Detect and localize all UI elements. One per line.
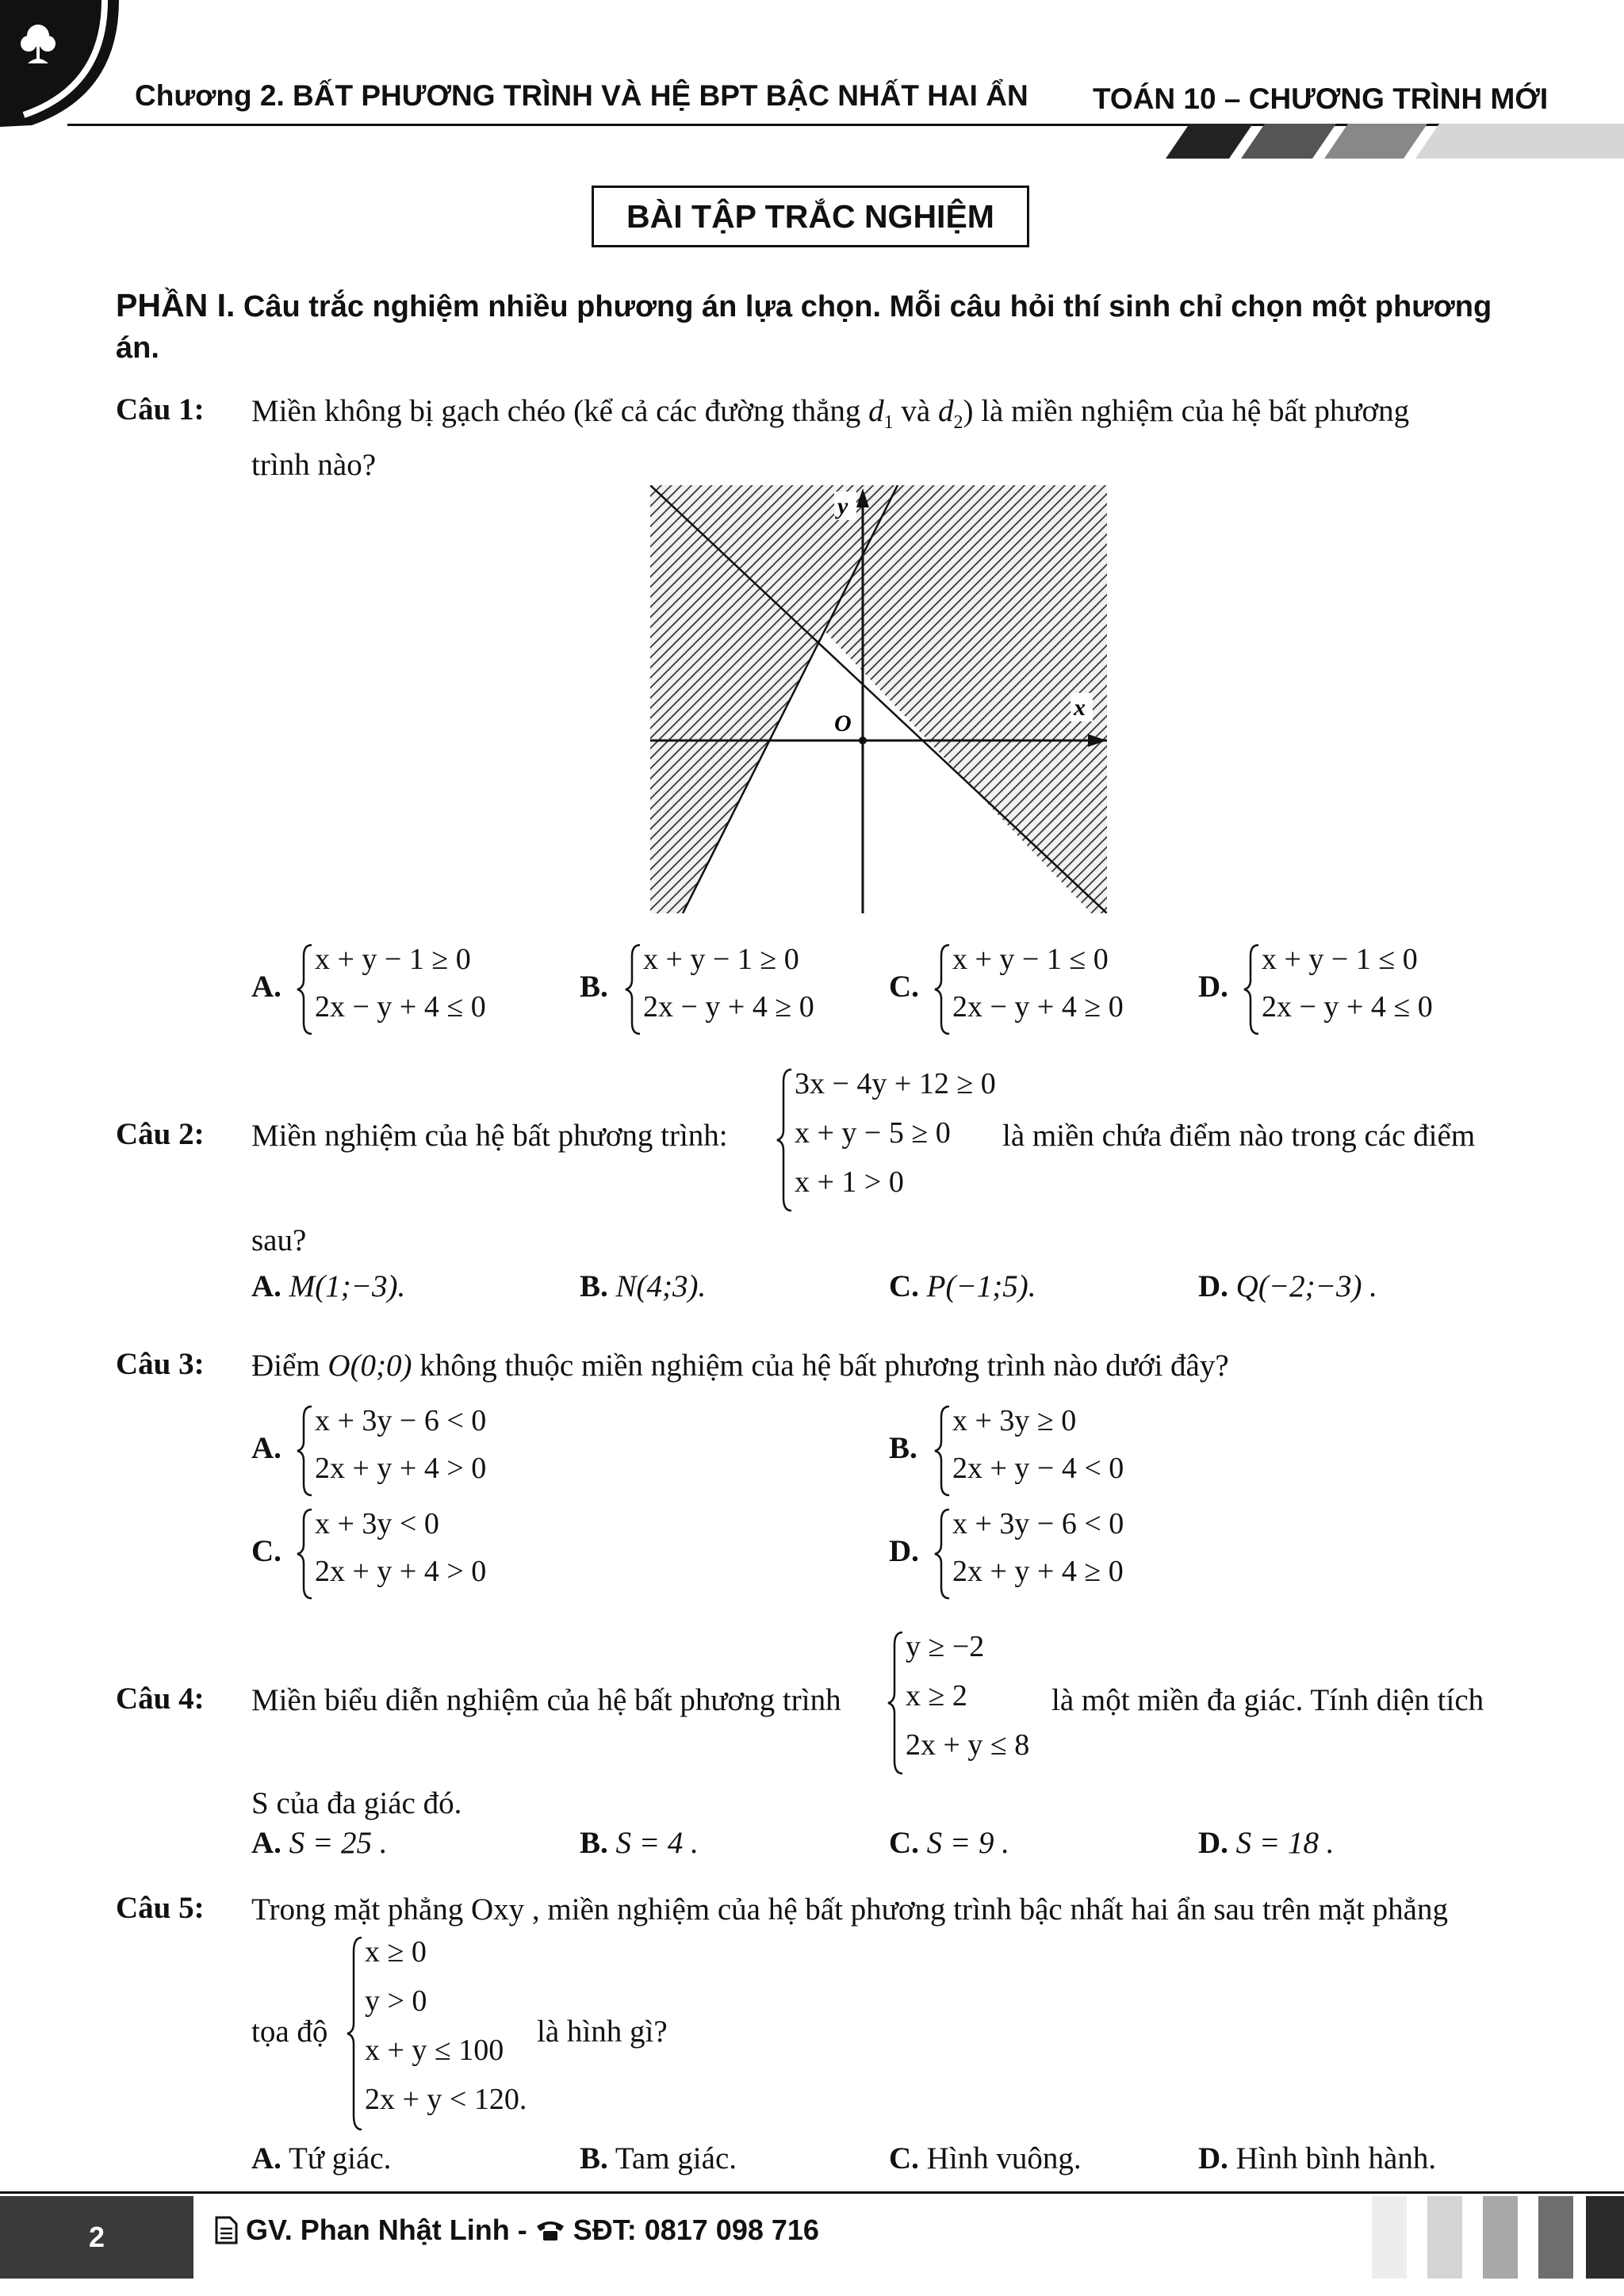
chapter-title: Chương 2. BẤT PHƯƠNG TRÌNH VÀ HỆ BPT BẬC NHẤT HAI ẨN <box>135 79 1028 112</box>
q5-system <box>346 1934 552 2133</box>
option-value: M(1;−3). <box>289 1269 406 1303</box>
option-value: S = 4 . <box>615 1826 699 1860</box>
brace <box>776 1066 795 1214</box>
q2-stem-b: là miền chứa điểm nào trong các điểm <box>1002 1119 1476 1153</box>
option-key: C. <box>889 2141 919 2175</box>
q3-stem-b: không thuộc miền nghiệm của hệ bất phương trình nào dưới đây? <box>419 1349 1229 1383</box>
author-separator: - <box>517 2214 527 2246</box>
q5-option-b[interactable] <box>580 2141 737 2176</box>
q2-stem-c: sau? <box>251 1223 307 1257</box>
q2-system <box>776 1066 1013 1214</box>
option-key: B. <box>580 1826 608 1860</box>
q1-stem-line2: trình nào? <box>251 448 377 482</box>
header-stripes <box>1166 124 1624 160</box>
sys-line: x + y ≤ 100 <box>365 2034 504 2067</box>
sys-line: x + 1 > 0 <box>795 1165 904 1199</box>
option-value: Hình bình hành. <box>1235 2141 1437 2175</box>
option-value: S = 9 . <box>926 1826 1009 1860</box>
q1-graph <box>650 485 1110 913</box>
sys-line: 2x + y + 4 ≥ 0 <box>952 1555 1124 1588</box>
sys-line: x + y − 5 ≥ 0 <box>795 1116 951 1150</box>
q5-option-c[interactable] <box>889 2141 1082 2176</box>
option-key: B. <box>580 970 608 1004</box>
sys-line: x ≥ 0 <box>365 1935 427 1969</box>
sys-line: 2x + y ≤ 8 <box>906 1728 1030 1762</box>
footer-rule <box>0 2191 1624 2194</box>
q5-stem-a: Trong mặt phẳng Oxy , miền nghiệm của hệ bất phương trình bậc nhất hai ẩn sau trên mặt phẳng <box>251 1892 1448 1927</box>
part-label: PHẦN I. <box>116 287 236 323</box>
q4-stem-b: là một miền đa giác. Tính diện tích <box>1051 1683 1484 1717</box>
sys-line: 2x − y + 4 ≥ 0 <box>643 990 814 1024</box>
footer-stripes <box>1372 2196 1624 2279</box>
sys-line: x ≥ 2 <box>906 1679 967 1712</box>
option-key: A. <box>251 1269 282 1303</box>
option-value: Tam giác. <box>615 2141 737 2175</box>
q4-option-b[interactable] <box>580 1825 699 1861</box>
q3-point: O(0;0) <box>327 1349 412 1383</box>
d2-symbol: d <box>937 394 954 428</box>
q3-stem <box>251 1341 1229 1391</box>
subject-title: TOÁN 10 – CHƯƠNG TRÌNH MỚI <box>1093 82 1549 115</box>
q5-option-a[interactable] <box>251 2141 391 2176</box>
sys-line: x + y − 1 ≤ 0 <box>1262 943 1418 976</box>
part-heading <box>116 287 1492 324</box>
sys-line: x + 3y − 6 < 0 <box>315 1404 487 1437</box>
document-icon <box>214 2216 238 2244</box>
option-key: D. <box>889 1534 919 1568</box>
author-name: GV. Phan Nhật Linh <box>246 2214 510 2246</box>
q2-option-a[interactable] <box>251 1269 405 1304</box>
brace <box>624 942 643 1037</box>
q4-label: Câu 4: <box>116 1682 205 1716</box>
sys-line: 3x − 4y + 12 ≥ 0 <box>795 1067 996 1100</box>
q4-option-d[interactable] <box>1198 1825 1335 1861</box>
brace <box>296 942 315 1037</box>
option-value: S = 25 . <box>289 1826 388 1860</box>
origin-label: O <box>834 710 852 737</box>
y-axis-label: y <box>837 493 848 519</box>
sys-line: 2x + y < 120. <box>365 2083 527 2116</box>
origin-dot <box>859 737 867 744</box>
q5-stem-c: là hình gì? <box>537 2015 668 2049</box>
q4-stem-a: Miền biểu diễn nghiệm của hệ bất phương trình <box>251 1683 841 1717</box>
q2-stem-a: Miền nghiệm của hệ bất phương trình: <box>251 1119 728 1153</box>
q1-stem-a: Miền không bị gạch chéo (kể cả các đường thẳng <box>251 394 861 428</box>
option-key: A. <box>251 2141 282 2175</box>
brace <box>887 1629 906 1777</box>
d1-symbol: d <box>868 394 884 428</box>
brace <box>1243 942 1262 1037</box>
q2-option-d[interactable] <box>1198 1269 1377 1304</box>
brace <box>296 1403 315 1498</box>
sys-line: x + y − 1 ≥ 0 <box>315 943 471 976</box>
q1-stem-b: ) là miền nghiệm của hệ bất phương <box>963 394 1410 428</box>
q3-label: Câu 3: <box>116 1347 205 1381</box>
option-key: B. <box>889 1431 917 1465</box>
phone-icon <box>535 2218 565 2242</box>
q2-option-b[interactable] <box>580 1269 706 1304</box>
q4-option-a[interactable] <box>251 1825 388 1861</box>
option-key: B. <box>580 1269 608 1303</box>
q4-option-c[interactable] <box>889 1825 1009 1861</box>
option-key: D. <box>1198 1269 1228 1303</box>
sys-line: 2x + y + 4 > 0 <box>315 1452 487 1485</box>
sys-line: y > 0 <box>365 1984 427 2018</box>
page-number: 2 <box>0 2196 193 2279</box>
option-key: C. <box>251 1534 282 1568</box>
part-text: Câu trắc nghiệm nhiều phương án lựa chọn. Mỗi câu hỏi thí sinh chỉ chọn một phương <box>243 290 1492 323</box>
option-key: A. <box>251 1826 282 1860</box>
q4-stem-c: S của đa giác đó. <box>251 1786 462 1820</box>
d1-sub: 1 <box>883 411 894 433</box>
option-key: C. <box>889 1826 919 1860</box>
q1-label: Câu 1: <box>116 392 205 427</box>
tree-logo-icon <box>0 0 127 127</box>
d2-sub: 2 <box>953 411 963 433</box>
sys-line: 2x + y − 4 < 0 <box>952 1452 1124 1485</box>
option-value: P(−1;5). <box>926 1269 1036 1303</box>
option-key: A. <box>251 1431 282 1465</box>
brace <box>933 942 952 1037</box>
option-value: S = 18 . <box>1235 1826 1335 1860</box>
option-value: N(4;3). <box>615 1269 707 1303</box>
option-value: Q(−2;−3) . <box>1235 1269 1377 1303</box>
author-line <box>214 2214 819 2247</box>
x-axis-label: x <box>1074 695 1086 721</box>
q2-option-c[interactable] <box>889 1269 1036 1304</box>
option-key: D. <box>1198 2141 1228 2175</box>
sys-line: 2x + y + 4 > 0 <box>315 1555 487 1588</box>
option-value: Tứ giác. <box>288 2141 392 2175</box>
option-value: Hình vuông. <box>926 2141 1082 2175</box>
option-key: A. <box>251 970 282 1004</box>
q5-label: Câu 5: <box>116 1891 205 1925</box>
q4-system <box>887 1629 1045 1777</box>
brace <box>933 1506 952 1601</box>
q5-option-d[interactable] <box>1198 2141 1436 2176</box>
q1-and: và <box>901 394 931 428</box>
sys-line: x + 3y < 0 <box>315 1507 439 1540</box>
sys-line: 2x − y + 4 ≤ 0 <box>1262 990 1433 1024</box>
q5-stem-b: tọa độ <box>251 2015 328 2049</box>
phone-number: SĐT: 0817 098 716 <box>573 2214 819 2246</box>
q1-stem-line1 <box>251 387 1409 447</box>
option-key: D. <box>1198 970 1228 1004</box>
sys-line: y ≥ −2 <box>906 1630 985 1663</box>
brace <box>296 1506 315 1601</box>
section-title: BÀI TẬP TRẮC NGHIỆM <box>592 186 1029 247</box>
brace <box>933 1403 952 1498</box>
option-key: C. <box>889 1269 919 1303</box>
sys-line: 2x − y + 4 ≤ 0 <box>315 990 486 1024</box>
option-key: D. <box>1198 1826 1228 1860</box>
brace <box>346 1934 365 2133</box>
option-key: B. <box>580 2141 608 2175</box>
q3-stem-a: Điểm <box>251 1349 320 1383</box>
q2-label: Câu 2: <box>116 1117 205 1151</box>
part-text-cont: án. <box>116 331 159 365</box>
sys-line: x + y − 1 ≥ 0 <box>643 943 799 976</box>
sys-line: 2x − y + 4 ≥ 0 <box>952 990 1124 1024</box>
sys-line: x + 3y ≥ 0 <box>952 1404 1077 1437</box>
sys-line: x + 3y − 6 < 0 <box>952 1507 1124 1540</box>
option-key: C. <box>889 970 919 1004</box>
sys-line: x + y − 1 ≤ 0 <box>952 943 1109 976</box>
